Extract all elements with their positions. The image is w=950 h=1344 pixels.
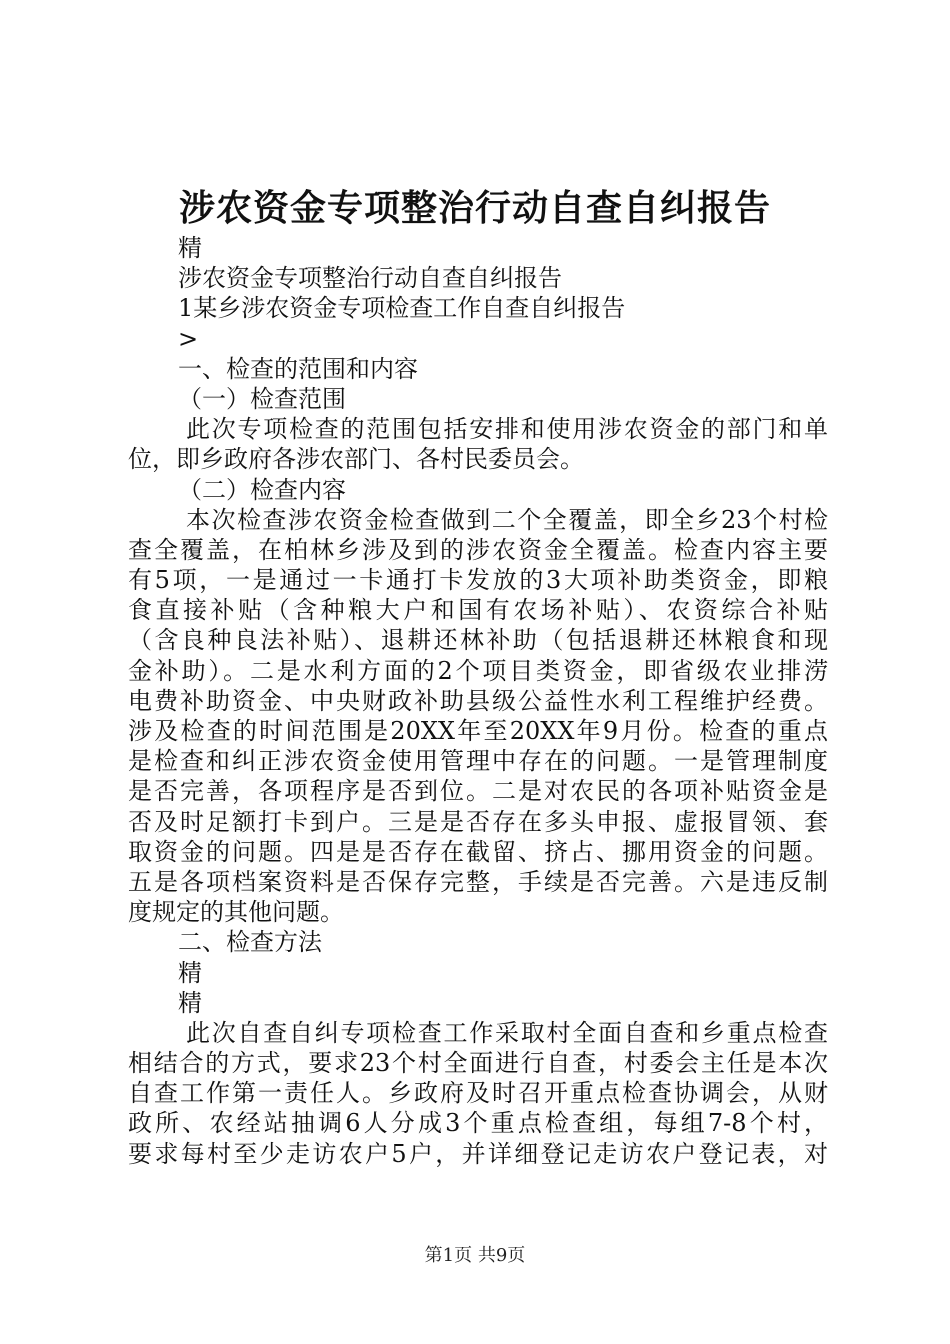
page-footer: 第1页 共9页 [424,1245,526,1266]
text-line: 涉农资金专项整治行动自查自纠报告 [178,264,562,293]
paragraph-line: 自查工作第一责任人。乡政府及时召开重点检查协调会，从财 [128,1079,828,1108]
paragraph-line: 位，即乡政府各涉农部门、各村民委员会。 [128,445,584,474]
paragraph-line: 相结合的方式，要求23个村全面进行自查，村委会主任是本次 [128,1049,828,1078]
text-line: 精 [178,988,202,1017]
text-line: > [178,324,199,353]
paragraph-line: （含良种良法补贴）、退耕还林补助（包括退耕还林粮食和现 [128,626,828,655]
text-line: 精 [178,234,202,262]
paragraph-line: 取资金的问题。四是是否存在截留、挤占、挪用资金的问题。 [128,837,828,866]
paragraph-line: 金补助）。二是水利方面的2个项目类资金，即省级农业排涝 [128,656,828,685]
paragraph-line: 是检查和纠正涉农资金使用管理中存在的问题。一是管理制度 [128,747,828,776]
paragraph-line: 此次自查自纠专项检查工作采取村全面自查和乡重点检查 [186,1018,828,1047]
paragraph-line: 政所、农经站抽调6人分成3个重点检查组，每组7-8个村， [128,1109,828,1138]
section-heading: 一、检查的范围和内容 [178,354,418,383]
paragraph-line: 此次专项检查的范围包括安排和使用涉农资金的部门和单 [186,415,828,444]
paragraph-line: 度规定的其他问题。 [128,898,344,927]
paragraph-line: 查全覆盖，在柏林乡涉及到的涉农资金全覆盖。检查内容主要 [128,535,828,564]
paragraph-line: 是否完善，各项程序是否到位。二是对农民的各项补贴资金是 [128,777,828,806]
section-heading: 二、检查方法 [178,928,322,957]
subsection-heading: （二）检查内容 [178,475,346,504]
text-line: 1某乡涉农资金专项检查工作自查自纠报告 [178,294,626,323]
document-title: 涉农资金专项整治行动自查自纠报告 [178,187,771,229]
paragraph-line: 食直接补贴（含种粮大户和国有农场补贴）、农资综合补贴 [128,596,828,625]
document-body [128,233,828,1169]
paragraph-line: 否及时足额打卡到户。三是是否存在多头申报、虚报冒领、套 [128,807,828,836]
text-line: 精 [178,958,202,987]
paragraph-line: 要求每村至少走访农户5户，并详细登记走访农户登记表，对 [128,1139,828,1168]
paragraph-line: 本次检查涉农资金检查做到二个全覆盖，即全乡23个村检 [186,505,828,534]
subsection-heading: （一）检查范围 [178,384,346,413]
paragraph-line: 涉及检查的时间范围是20XX年至20XX年9月份。检查的重点 [128,717,828,745]
paragraph-line: 有5项，一是通过一卡通打卡发放的3大项补助类资金，即粮 [128,566,828,595]
paragraph-line: 五是各项档案资料是否保存完整，手续是否完善。六是违反制 [128,867,828,896]
paragraph-line: 电费补助资金、中央财政补助县级公益性水利工程维护经费。 [128,686,828,715]
